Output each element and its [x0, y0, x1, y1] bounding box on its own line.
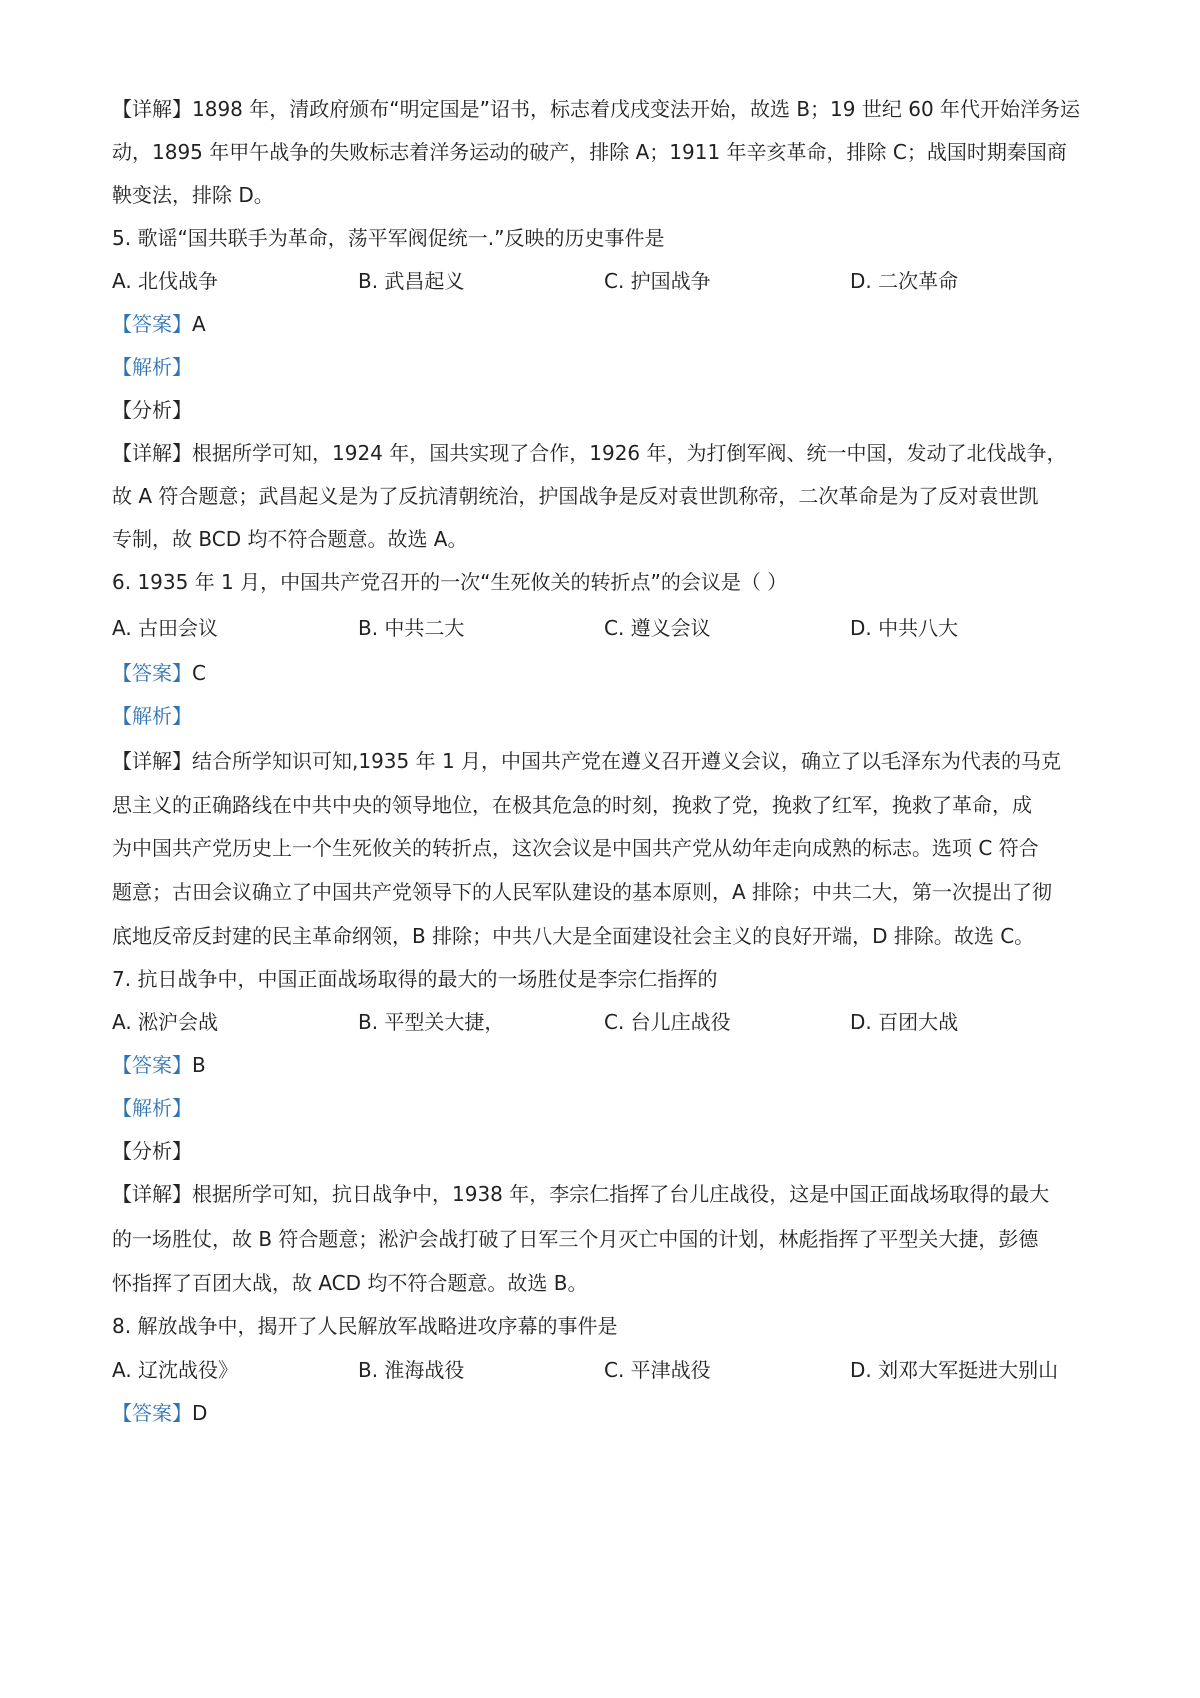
- q7-fenxi-tag: 【分析】: [112, 1139, 192, 1163]
- q6-answer-tag: 【答案】: [112, 661, 192, 685]
- q7-answer-tag: 【答案】: [112, 1053, 192, 1077]
- q4-detail-line-2: 动，1895 年甲午战争的失败标志着洋务运动的破产，排除 A；1911 年辛亥革命，排除 C；战国时期秦国商: [112, 140, 1067, 164]
- q7-option-c: C. 台儿庄战役: [604, 1010, 731, 1034]
- q4-detail-line-1: 【详解】1898 年，清政府颁布“明定国是”诏书，标志着戊戌变法开始，故选 B；19 世纪 60 年代开始洋务运: [112, 97, 1081, 121]
- q5-question: 5. 歌谣“国共联手为革命，荡平军阀促统一.”反映的历史事件是: [112, 226, 665, 250]
- q6-option-b: B. 中共二大: [358, 616, 465, 640]
- q8-option-a: A. 辽沈战役》: [112, 1358, 239, 1382]
- q8-answer-tag: 【答案】: [112, 1401, 192, 1425]
- q7-question: 7. 抗日战争中，中国正面战场取得的最大的一场胜仗是李宗仁指挥的: [112, 967, 718, 991]
- q8-option-d: D. 刘邓大军挺进大别山: [850, 1358, 1059, 1382]
- q7-option-d: D. 百团大战: [850, 1010, 959, 1034]
- q8-option-b: B. 淮海战役: [358, 1358, 465, 1382]
- q5-option-a: A. 北伐战争: [112, 269, 219, 293]
- q5-option-c: C. 护国战争: [604, 269, 711, 293]
- q6-analysis-tag: 【解析】: [112, 704, 192, 728]
- q6-detail-line-2: 思主义的正确路线在中共中央的领导地位，在极其危急的时刻，挽救了党，挽救了红军，挽救了革命，成: [112, 793, 1032, 817]
- q8-option-c: C. 平津战役: [604, 1358, 711, 1382]
- q6-answer: [112, 659, 1102, 687]
- q8-answer: [112, 1399, 1102, 1427]
- q5-option-d: D. 二次革命: [850, 269, 959, 293]
- q5-detail-line-2: 故 A 符合题意；武昌起义是为了反抗清朝统治，护国战争是反对袁世凯称帝，二次革命是为了反对袁世凯: [112, 484, 1039, 508]
- q8-answer-value: D: [192, 1401, 208, 1425]
- q5-detail-line-1: 【详解】根据所学可知，1924 年，国共实现了合作，1926 年，为打倒军阀、统一中国，发动了北伐战争，: [112, 441, 1067, 465]
- q6-option-a: A. 古田会议: [112, 616, 219, 640]
- q5-fenxi-tag: 【分析】: [112, 398, 192, 422]
- q4-detail-line-3: 鞅变法，排除 D。: [112, 183, 274, 207]
- q7-answer: [112, 1051, 1102, 1079]
- q7-option-a: A. 淞沪会战: [112, 1010, 219, 1034]
- q5-answer-value: A: [192, 312, 206, 336]
- q7-analysis-tag: 【解析】: [112, 1096, 192, 1120]
- q5-detail-line-3: 专制，故 BCD 均不符合题意。故选 A。: [112, 527, 468, 551]
- q6-option-c: C. 遵义会议: [604, 616, 711, 640]
- q6-answer-value: C: [192, 661, 206, 685]
- q6-question: 6. 1935 年 1 月，中国共产党召开的一次“生死攸关的转折点”的会议是（ ）: [112, 570, 788, 594]
- q8-question: 8. 解放战争中，揭开了人民解放军战略进攻序幕的事件是: [112, 1314, 618, 1338]
- q6-detail-line-1: 【详解】结合所学知识可知,1935 年 1 月，中国共产党在遵义召开遵义会议，确立了以毛泽东为代表的马克: [112, 749, 1062, 773]
- q7-detail-line-2: 的一场胜仗，故 B 符合题意；淞沪会战打破了日军三个月灭亡中国的计划，林彪指挥了平型关大捷，彭德: [112, 1227, 1039, 1251]
- q5-option-b: B. 武昌起义: [358, 269, 465, 293]
- q7-answer-value: B: [192, 1053, 206, 1077]
- q7-detail-line-1: 【详解】根据所学可知，抗日战争中，1938 年，李宗仁指挥了台儿庄战役，这是中国正面战场取得的最大: [112, 1182, 1050, 1206]
- q6-option-d: D. 中共八大: [850, 616, 959, 640]
- q5-analysis-tag: 【解析】: [112, 355, 192, 379]
- q7-option-b: B. 平型关大捷，: [358, 1010, 505, 1034]
- q5-answer: [112, 310, 1102, 338]
- q6-detail-line-3: 为中国共产党历史上一个生死攸关的转折点，这次会议是中国共产党从幼年走向成熟的标志。选项 C 符合: [112, 836, 1039, 860]
- q7-detail-line-3: 怀指挥了百团大战，故 ACD 均不符合题意。故选 B。: [112, 1271, 588, 1295]
- q5-answer-tag: 【答案】: [112, 312, 192, 336]
- q6-detail-line-5: 底地反帝反封建的民主革命纲领，B 排除；中共八大是全面建设社会主义的良好开端，D 排除。故选 C。: [112, 924, 1035, 948]
- q6-detail-line-4: 题意；古田会议确立了中国共产党领导下的人民军队建设的基本原则，A 排除；中共二大，第一次提出了彻: [112, 880, 1053, 904]
